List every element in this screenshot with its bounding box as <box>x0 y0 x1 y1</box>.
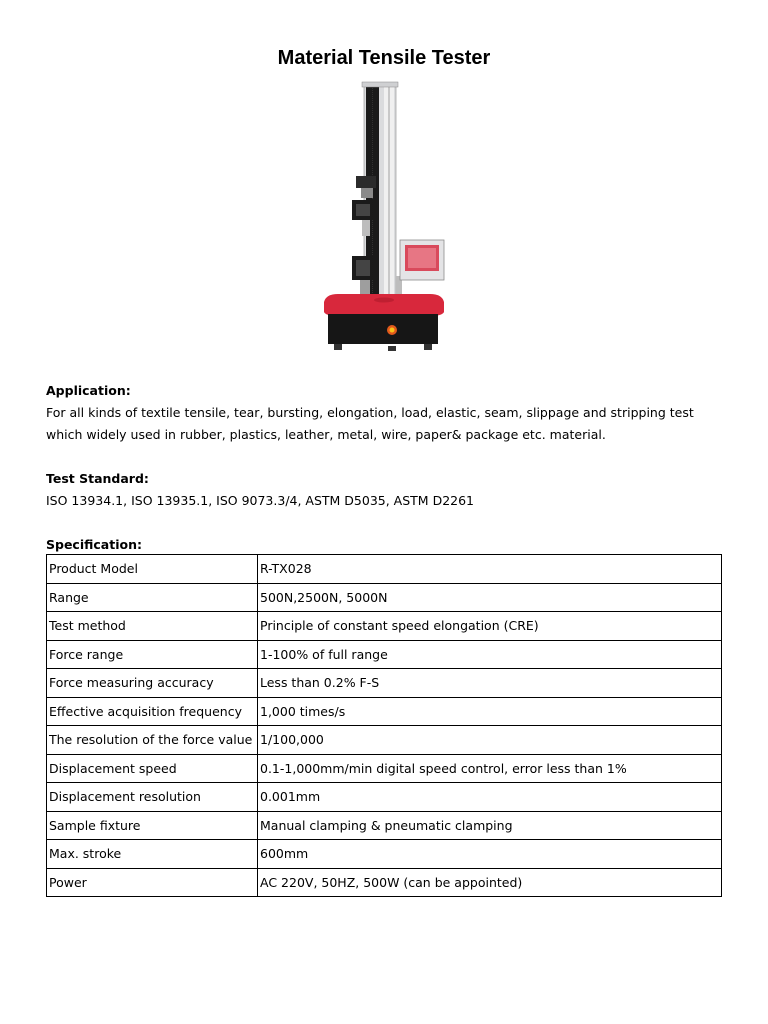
spec-label: Effective acquisition frequency <box>47 697 258 726</box>
spec-label: Displacement resolution <box>47 783 258 812</box>
spec-value: 1,000 times/s <box>258 697 722 726</box>
spec-value: Less than 0.2% F-S <box>258 669 722 698</box>
application-heading: Application: <box>46 383 131 398</box>
table-row <box>47 726 722 755</box>
spec-label: Force range <box>47 640 258 669</box>
spec-label: Power <box>47 868 258 897</box>
table-row <box>47 583 722 612</box>
application-section <box>46 380 726 446</box>
table-row <box>47 840 722 869</box>
spec-value: 0.001mm <box>258 783 722 812</box>
test-standard-heading: Test Standard: <box>46 471 149 486</box>
spec-value: 500N,2500N, 5000N <box>258 583 722 612</box>
spec-value: 0.1-1,000mm/min digital speed control, error less than 1% <box>258 754 722 783</box>
table-row <box>47 811 722 840</box>
specification-heading: Specification: <box>46 537 142 552</box>
spec-value: 1/100,000 <box>258 726 722 755</box>
spec-label: The resolution of the force value <box>47 726 258 755</box>
table-row <box>47 754 722 783</box>
specification-section <box>46 534 726 556</box>
table-row <box>47 669 722 698</box>
page-title: Material Tensile Tester <box>277 47 491 69</box>
tensile-tester-image <box>318 80 450 360</box>
application-text-line-2: which widely used in rubber, plastics, leather, metal, wire, paper& package etc. material. <box>46 427 606 442</box>
spec-value: Principle of constant speed elongation (CRE) <box>258 612 722 641</box>
spec-label: Sample fixture <box>47 811 258 840</box>
specification-table <box>46 554 722 897</box>
spec-label: Displacement speed <box>47 754 258 783</box>
spec-label: Max. stroke <box>47 840 258 869</box>
table-row <box>47 612 722 641</box>
table-row <box>47 783 722 812</box>
table-row <box>47 868 722 897</box>
test-standard-section <box>46 468 726 512</box>
test-standard-text: ISO 13934.1, ISO 13935.1, ISO 9073.3/4, ASTM D5035, ASTM D2261 <box>46 493 475 508</box>
spec-value: R-TX028 <box>258 555 722 584</box>
spec-value: AC 220V, 50HZ, 500W (can be appointed) <box>258 868 722 897</box>
spec-label: Test method <box>47 612 258 641</box>
spec-label: Force measuring accuracy <box>47 669 258 698</box>
table-row <box>47 640 722 669</box>
application-text-line-1: For all kinds of textile tensile, tear, bursting, elongation, load, elastic, seam, slippage and stripping test <box>46 405 694 420</box>
spec-label: Product Model <box>47 555 258 584</box>
table-row <box>47 697 722 726</box>
spec-value: 600mm <box>258 840 722 869</box>
table-row <box>47 555 722 584</box>
spec-value: 1-100% of full range <box>258 640 722 669</box>
spec-value: Manual clamping & pneumatic clamping <box>258 811 722 840</box>
spec-label: Range <box>47 583 258 612</box>
